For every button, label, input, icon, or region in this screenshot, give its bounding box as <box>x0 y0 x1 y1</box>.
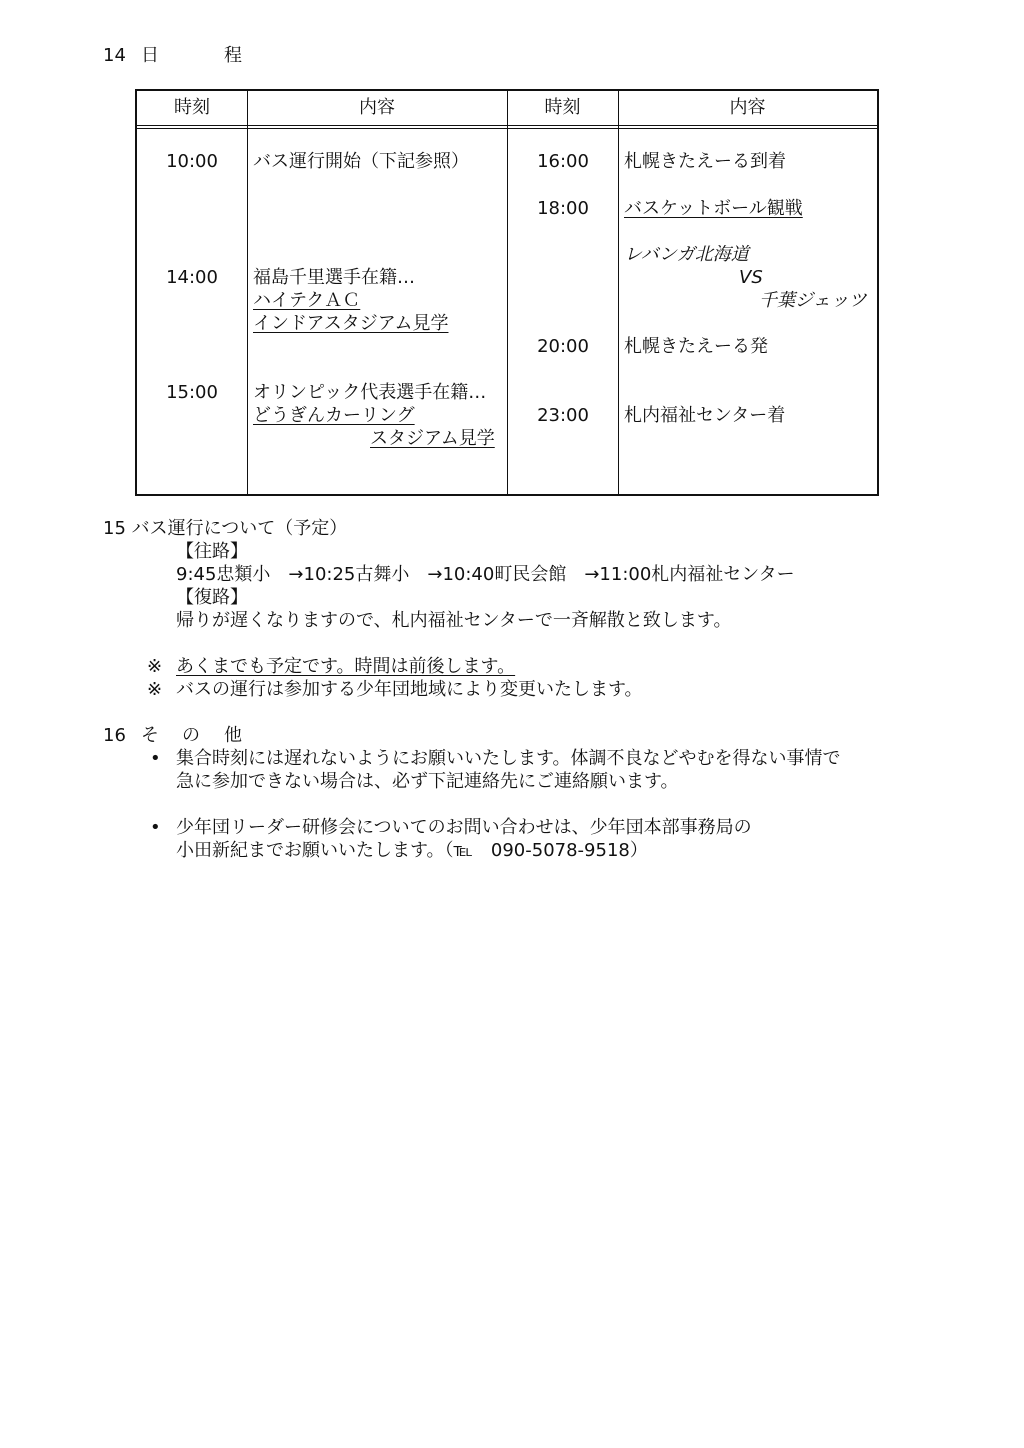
time-cell: 15:00 <box>166 382 218 403</box>
table-header-content-right: 内容 <box>729 97 766 118</box>
note-mark: ※ <box>147 679 163 700</box>
notice-contact-line1: 少年団リーダー研修会についてのお問い合わせは、少年団本部事務局の <box>176 817 752 838</box>
section-14-title-part2: 程 <box>224 45 242 66</box>
section-16-title-part1: そ <box>141 725 159 746</box>
content-cell: バス運行開始（下記参照） <box>253 151 469 172</box>
time-cell: 23:00 <box>537 405 589 426</box>
time-cell: 14:00 <box>166 267 218 288</box>
section-14-title-part1: 日 <box>141 45 159 66</box>
content-cell-facility: ハイテクＡＣ <box>253 290 361 311</box>
content-cell-facility: スタジアム見学 <box>370 428 495 449</box>
column-divider <box>247 91 248 494</box>
table-header-time-right: 時刻 <box>544 97 581 118</box>
schedule-table <box>135 89 879 496</box>
content-cell: オリンピック代表選手在籍… <box>253 382 487 403</box>
return-text: 帰りが遅くなりますので、札内福祉センターで一斉解散と致します。 <box>176 610 732 631</box>
content-cell: 札幌きたえーる発 <box>624 336 768 357</box>
section-14-number: 14 <box>103 45 126 66</box>
time-cell: 18:00 <box>537 198 589 219</box>
notice-contact-line2: 小田新紀までお願いいたします。（℡ 090-5078-9518） <box>176 840 648 861</box>
content-cell-facility: インドアスタジアム見学 <box>253 313 449 334</box>
note-bus-route-change: バスの運行は参加する少年団地域により変更いたします。 <box>176 679 643 700</box>
bullet: • <box>150 817 161 838</box>
time-cell: 16:00 <box>537 151 589 172</box>
outbound-route: 9:45忠類小 →10:25古舞小 →10:40町民会館 →11:00札内福祉センター <box>176 564 795 585</box>
section-16-number: 16 <box>103 725 126 746</box>
outbound-label: 【往路】 <box>176 541 248 562</box>
game-versus: VS <box>739 267 763 288</box>
content-cell: 札内福祉センター着 <box>624 405 786 426</box>
section-15-heading: 15 バス運行について（予定） <box>103 518 348 539</box>
time-cell: 20:00 <box>537 336 589 357</box>
content-cell: 福島千里選手在籍… <box>253 267 415 288</box>
notice-punctuality-line1: 集合時刻には遅れないようにお願いいたします。体調不良などやむを得ない事情で <box>176 748 841 769</box>
table-header-content-left: 内容 <box>359 97 395 118</box>
content-cell: 札幌きたえーる到着 <box>624 151 786 172</box>
header-divider <box>137 125 877 126</box>
note-mark: ※ <box>147 656 163 677</box>
notice-punctuality-line2: 急に参加できない場合は、必ず下記連絡先にご連絡願います。 <box>176 771 679 792</box>
note-schedule-tentative: あくまでも予定です。時間は前後します。 <box>176 656 516 677</box>
section-16-title-part3: 他 <box>224 725 242 746</box>
game-team-away: 千葉ジェッツ <box>759 290 867 311</box>
column-divider <box>618 91 619 494</box>
content-cell: バスケットボール観戦 <box>624 198 803 219</box>
bullet: • <box>150 748 161 769</box>
return-label: 【復路】 <box>176 587 248 608</box>
section-16-title-part2: の <box>182 725 200 746</box>
table-header-time-left: 時刻 <box>174 97 210 118</box>
game-team-home: レバンガ北海道 <box>624 244 749 265</box>
header-divider <box>137 128 877 129</box>
content-cell-facility: どうぎんカーリング <box>253 405 415 426</box>
time-cell: 10:00 <box>166 151 218 172</box>
